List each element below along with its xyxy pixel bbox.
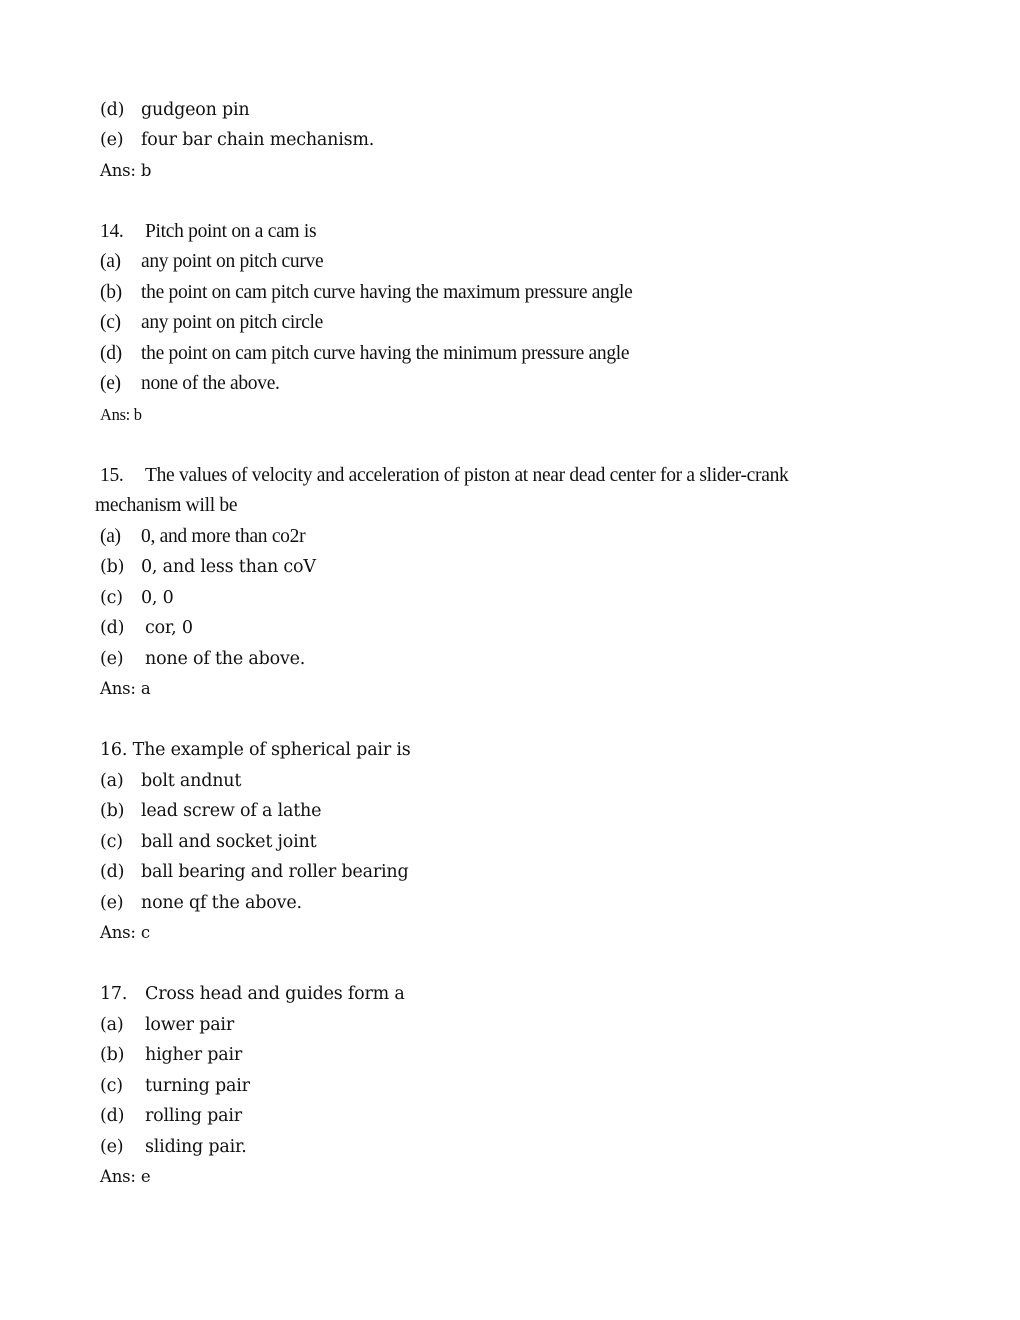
option-e <box>100 125 374 155</box>
option-text: the point on cam pitch curve having the minimum pressure angle <box>141 343 630 364</box>
option-text: higher pair <box>145 1045 243 1065</box>
option-text: 0, 0 <box>141 588 174 608</box>
question-text: Pitch point on a cam is <box>145 221 317 242</box>
option-label: (e) <box>100 893 124 913</box>
option-label: (c) <box>100 312 121 333</box>
option-text: any point on pitch circle <box>141 312 324 333</box>
option-e <box>100 1132 247 1162</box>
option-text: sliding pair. <box>145 1137 247 1157</box>
option-label: (d) <box>100 1106 125 1126</box>
option-label: (d) <box>100 618 125 638</box>
option-label: (a) <box>100 771 124 791</box>
option-text: ball and socket joint <box>141 832 317 852</box>
option-text: ball bearing and roller bearing <box>141 862 409 882</box>
option-label: (b) <box>100 1045 125 1065</box>
option-a <box>100 1010 234 1040</box>
option-label: (c) <box>100 832 123 852</box>
option-label: (a) <box>100 1015 124 1035</box>
option-label: (d) <box>100 862 125 882</box>
option-label: (d) <box>100 343 122 364</box>
option-text: cor, 0 <box>145 618 193 638</box>
question-text-continued: mechanism will be <box>95 495 238 516</box>
option-text: 0, and more than co2r <box>141 526 306 547</box>
answer: Ans: a <box>100 679 151 698</box>
option-text: gudgeon pin <box>141 100 250 120</box>
option-text: none qf the above. <box>141 893 302 913</box>
option-label: (e) <box>100 1137 124 1157</box>
option-label: (d) <box>100 100 125 120</box>
option-e <box>100 888 302 918</box>
option-d <box>100 1101 242 1131</box>
question-14 <box>100 217 316 247</box>
option-text: turning pair <box>145 1076 250 1096</box>
option-text: lead screw of a lathe <box>141 801 322 821</box>
option-c <box>100 827 316 857</box>
option-c <box>100 583 174 613</box>
question-16 <box>100 735 411 765</box>
question-number: 17. <box>100 984 128 1004</box>
option-label: (a) <box>100 251 121 272</box>
option-d <box>100 339 629 369</box>
option-d <box>100 857 408 887</box>
option-text: lower pair <box>145 1015 234 1035</box>
option-text: four bar chain mechanism. <box>141 130 375 150</box>
option-text: bolt andnut <box>141 771 242 791</box>
option-label: (e) <box>100 373 121 394</box>
option-c <box>100 308 323 338</box>
option-label: (c) <box>100 1076 123 1096</box>
answer: Ans: b <box>100 405 142 424</box>
option-b <box>100 552 316 582</box>
option-label: (a) <box>100 526 121 547</box>
option-label: (c) <box>100 588 123 608</box>
question-15 <box>100 461 788 491</box>
option-b <box>100 1040 242 1070</box>
option-text: any point on pitch curve <box>141 251 324 272</box>
option-label: (e) <box>100 130 124 150</box>
option-label: (e) <box>100 649 124 669</box>
question-text: The example of spherical pair is <box>132 740 411 760</box>
option-label: (b) <box>100 557 125 577</box>
option-a <box>100 247 323 277</box>
option-e <box>100 369 280 399</box>
option-b <box>100 278 633 308</box>
question-number: 14. <box>100 221 124 242</box>
option-text: none of the above. <box>145 649 306 669</box>
option-a <box>100 766 241 796</box>
answer: Ans: b <box>100 161 152 180</box>
question-text: The values of velocity and acceleration of piston at near dead center for a slider-crank <box>145 465 789 486</box>
option-label: (b) <box>100 282 122 303</box>
option-e <box>100 644 305 674</box>
option-a <box>100 522 305 552</box>
question-number: 16. <box>100 740 128 760</box>
option-text: 0, and less than coV <box>141 557 316 577</box>
option-c <box>100 1071 250 1101</box>
option-d <box>100 95 249 125</box>
question-17 <box>100 979 405 1009</box>
answer: Ans: e <box>100 1167 151 1186</box>
question-number: 15. <box>100 465 124 486</box>
option-label: (b) <box>100 801 125 821</box>
option-b <box>100 796 321 826</box>
answer: Ans: c <box>100 923 150 942</box>
option-text: the point on cam pitch curve having the maximum pressure angle <box>141 282 633 303</box>
question-text: Cross head and guides form a <box>145 984 405 1004</box>
option-text: none of the above. <box>141 373 280 394</box>
option-d <box>100 613 193 643</box>
option-text: rolling pair <box>145 1106 242 1126</box>
